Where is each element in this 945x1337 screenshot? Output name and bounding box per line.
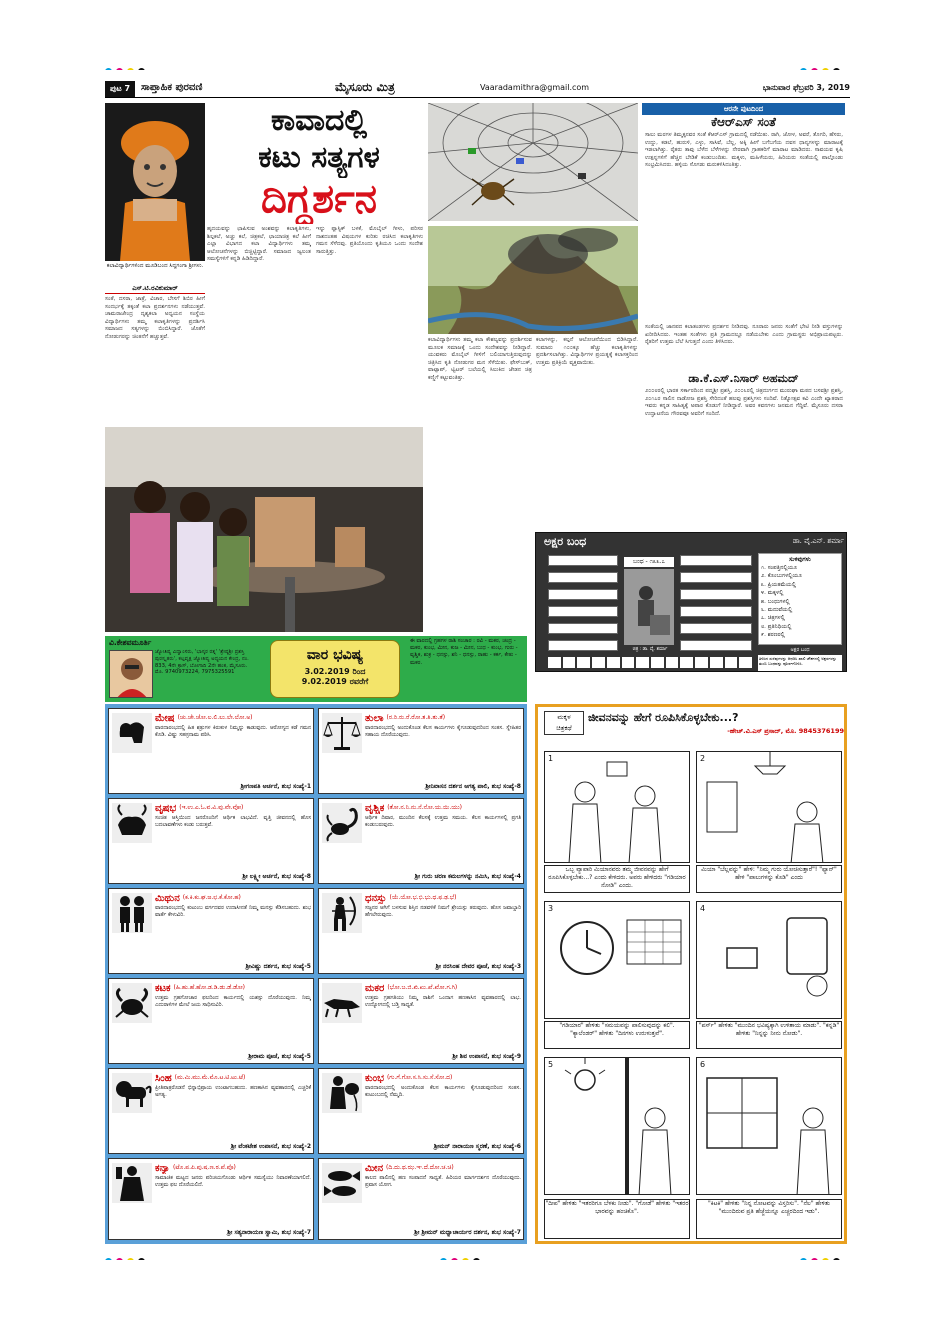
- sign-letters: (ದಿ.ದು.ಥ.ಝ.ಞ.ದೆ.ದೋ.ಚ.ಚಿ): [386, 1164, 454, 1171]
- polluted-nature-artwork: [428, 226, 638, 334]
- sign-name: ಕುಂಭ: [365, 1072, 384, 1084]
- sign-letters: (ಇ.ಉ.ಎ.ಓ.ವ.ವಿ.ವು.ವೇ.ವೋ): [179, 804, 244, 811]
- sign-prediction: ಉತ್ತಮ ಗ್ರಹಗತಿಯು ನಿಮ್ಮ ರಾಶಿಗೆ ಒಂದಾಗ ಹಣಕಾಸಿನ ವ್ಯವಹಾರದಲ್ಲಿ ಲಾಭ. ಉದ್ಯೋಗದಲ್ಲಿ ಬಡ್ತಿ ಸಾಧ್ಯತೆ.: [365, 995, 521, 1009]
- sign-remedy: ಶ್ರೀಗಣಪತಿ ಅರ್ಚನೆ, ಶುಭ ಸಂಖ್ಯೆ-1: [240, 783, 311, 790]
- page-number: ಪುಟ 7: [105, 81, 135, 97]
- email-address: Vaaradamithra@gmail.com: [480, 83, 590, 92]
- clue-item: ೨. ಕೊಂಬುಗಳಲ್ಲಿಯೂ: [761, 573, 802, 580]
- sign-letters: (ಕ.ಕಿ.ಕು.ಘ.ಙ.ಛ.ಕೆ.ಕೋ.ಹ): [182, 894, 241, 901]
- page-header: [105, 80, 850, 98]
- comic-panel-5: 5: [544, 1057, 690, 1195]
- crossword-author: ಡಾ. ವೈ.ಎನ್. ಶರ್ಮಾ: [792, 537, 844, 545]
- rice-portrait-photo: [105, 103, 205, 261]
- portrait-caption: ಕಲಾವಿದ್ಯಾರ್ಥಿಗಳಿಂದ ಮೂಡಿಬಂದ ಸಿದ್ದಗಂಗಾ ಶ್ರೀಗಳು.: [106, 263, 204, 269]
- sign-prediction: ವಾರದಾರಂಭದಲ್ಲಿ ಅಂದುಕೊಂಡ ಕೆಲಸ ಕಾರ್ಯಗಳು ಕೈಗೂಡುವುದರಿಂದ ಸಂತಸ. ಕುಟುಂಬದಲ್ಲಿ ನೆಮ್ಮದಿ.: [365, 1085, 521, 1099]
- sign-prediction: ಸಂಚಿತ ಆಸ್ತಿಯಿಂದ ಜನರೊಂದಿಗೆ ಆರ್ಥಿಕ ಲಾಭವಿದೆ. ವೃತ್ತಿ ಜೀವನದಲ್ಲಿ ಹೊಸ ಬದಲಾವಣೆಗಳು ಕಂಡು ಬರುತ್ತವೆ.: [155, 815, 311, 829]
- comic-panel-2: 2: [696, 751, 842, 863]
- crossword-clue-list: [758, 553, 842, 645]
- date-range-start: 3.02.2019 ರಿಂದ: [304, 667, 366, 676]
- sign-prediction: ವಾರದಾರಂಭದಲ್ಲಿ ಕುಟುಂಬ ವರ್ಗದವರ ಉದಾಸೀನತೆ ನಿಮ್ಮ ಮನಸ್ಸು ಕೆಡಿಸಬಹುದು. ಶುಭ ವಾರ್ತೆ ಕೇಳುವಿರಿ.: [155, 905, 311, 919]
- crossword-row-9[interactable]: [680, 589, 752, 600]
- astrologer-photo: [109, 650, 153, 698]
- sign-letters: (ಟೊ.ಪ.ಪಿ.ಪು.ಷ.ಣ.ಠ.ಪೆ.ಪೊ): [172, 1164, 236, 1171]
- clue-item: ೬. ಮದುವೆಯಲ್ಲಿ: [761, 607, 793, 614]
- sign-card-meena: [318, 1158, 524, 1240]
- comic-caption-2: ಮಿಯಾ "ಬೆಲ್ಲವನ್ನು" ಹೇಳಿ: "ನಿಮ್ಮ ಗುರು ಯೋಚಿಸುತ್ತಾರೆ"! "ಫ್ಯಾನ್" ಹೇಳಿ "ಪಾಲುಗಳನ್ನು ಕೊಡಿ" ಎಂದು: [696, 865, 842, 893]
- sign-remedy: ಶ್ರೀರಾಮ ಪೂಜೆ, ಶುಭ ಸಂಖ್ಯೆ-5: [248, 1053, 311, 1060]
- sign-card-mithuna: [108, 888, 314, 974]
- sign-prediction: ವಾರದಾರಂಭದಲ್ಲಿ ಹಿತ ಶತ್ರುಗಳ ಕಿರುಕುಳ ನಿಮ್ಮನ್ನು ಕಾಡುವುದು. ಆರೋಗ್ಯದ ಕಡೆ ಗಮನ ಕೊಡಿ. ವಿಷ್ಣು ಸಹಸ್ರನಾಮ ಪಠಿಸಿ.: [155, 725, 311, 739]
- sign-card-mesha: [108, 708, 314, 794]
- headline-line-1: ಕಾವಾದಲ್ಲಿ: [271, 103, 367, 138]
- crossword-row-4[interactable]: [548, 606, 618, 617]
- comic-panel-6: 6: [696, 1057, 842, 1195]
- crossword-center-label: ಬಂಧ - ೧೩೩.೭: [624, 557, 674, 567]
- section-name: ಸಾಪ್ತಾಹಿಕ ಪುರವಣಿ: [141, 82, 203, 93]
- nisar-ahmed-body: ೨೦೦೮ರಲ್ಲಿ ಭಾರತ ಸರ್ಕಾರದಿಂದ ಪದ್ಮಶ್ರೀ ಪ್ರಶಸ್ತಿ, ೨೦೦೬ರಲ್ಲಿ ಚಿತ್ರದುರ್ಗದ ಮುರುಘಾ ಮಠದ ಬಸವಶ್ರೀ ಪ್ರಶಸ್ತಿ, ೨೦೧೭ರ ಸಾಲಿನ ನಾಡೋಜ ಪ್ರಶಸ್ತಿ ಸೇರಿದಂತೆ ಹಲವು ಪ್ರಶಸ್ತಿಗಳು ಸಂದಿವೆ. ನಿತ್ಯೋತ್ಸವ ಕವಿ ಎಂದೇ ಖ್ಯಾತರಾದ ಇವರು ಕನ್ನಡ ಸಾಹಿತ್ಯಕ್ಕೆ ಅಪಾರ ಕೊಡುಗೆ ನೀಡಿದ್ದಾರೆ. ಅವರ ಕವನಗಳು ಜನಮನ ಗೆದ್ದಿವೆ. ಮೈಸೂರು ದಸರಾ ಉದ್ಘಾಟನೆಯ ಗೌರವವೂ ಅವರಿಗೆ ಸಂದಿದೆ.: [645, 388, 843, 417]
- sign-letters: (ಗು.ಗೆ.ಗೋ.ಸ.ಸಿ.ಸು.ಸೆ.ಸೋ.ದ): [386, 1074, 453, 1081]
- vaara-title: ವಾರ ಭವಿಷ್ಯ: [306, 647, 364, 663]
- crossword-row-6[interactable]: [548, 640, 618, 651]
- scorpion-icon: [322, 803, 362, 843]
- sign-prediction: ಪ್ರೀತಿಪಾತ್ರರೊಡನೆ ಭಿನ್ನಾಭಿಪ್ರಾಯ ಉಂಟಾಗಬಹುದು. ಹಣಕಾಸಿನ ವ್ಯವಹಾರದಲ್ಲಿ ಎಚ್ಚರಿಕೆ ಅಗತ್ಯ.: [155, 1085, 311, 1099]
- vaara-title-box: [270, 640, 400, 698]
- crossword-row-5[interactable]: [548, 623, 618, 634]
- horoscope-grid: [105, 704, 527, 1244]
- comic-strip: [535, 704, 847, 1244]
- sign-letters: (ಭೋ.ಜ.ಜಿ.ಖಿ.ಖು.ಖೆ.ಖೋ.ಗ.ಗಿ): [387, 984, 458, 991]
- sign-card-kumbha: [318, 1068, 524, 1154]
- scales-icon: [322, 713, 362, 753]
- sign-name: ಮೇಷ: [155, 712, 175, 724]
- crossword-row-1[interactable]: [548, 555, 618, 566]
- clues-title: ಸುಳಿವುಗಳು: [789, 556, 811, 563]
- sign-card-kataka: [108, 978, 314, 1064]
- comic-caption-5: "ದೀಪ" ಹೇಳಿತು "ಇತರರಿಗೂ ಬೆಳಕು ನೀಡು". "ಗೋಡೆ" ಹೇಳಿತು "ಇತರರ ಭಾರವನ್ನು ಹಂಚಿಕೊ".: [544, 1199, 690, 1239]
- astrologer-info: ಜ್ಯೋತಿಷ್ಯ ವಿದ್ವಾಂಸರು, 'ಭಾಸ್ಕರ ರತ್ನ' 'ಶ್ರೇಷ್ಠಶ್ರೀ ಪ್ರಶಸ್ತಿ ಪುರಸ್ಕೃತರು', ಕಲ್ಪವೃಕ್ಷ ಜ್ಯೋತಿಷ್ಯ ಅಧ್ಯಯನ ಕೇಂದ್ರ, ನಂ. 833, 4ನೇ ಕ್ರಾಸ್, ಬೋಗಾದಿ 2ನೇ ಹಂತ, ಮೈಸೂರು. ಮೊ. 9740973224, 7975325591: [155, 649, 249, 676]
- comic-caption-3: "ಗಡಿಯಾರ" ಹೇಳಿತು "ಸಮಯವನ್ನು ಪಾಲಿಸುವುದನ್ನು ಕಲಿ". "ಕ್ಯಾಲೆಂಡರ್" ಹೇಳಿತು "ದಿನಗಳು ಉರುಳುತ್ತವೆ".: [544, 1021, 690, 1049]
- sign-letters: (ಯೆ.ಯೋ.ಭ.ಭಿ.ಭು.ಧ.ಫ.ಢ.ಭೆ): [389, 894, 457, 901]
- planet-transits: ಈ ವಾರದಲ್ಲಿ ಗ್ರಹಗಳ ರಾಶಿ ಸಂಚಾರ : ರವಿ - ಮಕರ, ಚಂದ್ರ - ಮಕರ, ಕುಂಭ, ಮೀನ, ಕುಜ - ಮೀನ, ಬುಧ - ಕುಂಭ, ಗುರು - ವೃಶ್ಚಿಕ, ಶುಕ್ರ - ಧನಸ್ಸು, ಶನಿ - ಧನಸ್ಸು, ರಾಹು - ಕರ್ಕ, ಕೇತು - ಮಕರ.: [410, 638, 518, 666]
- sign-name: ಮೀನ: [365, 1162, 383, 1174]
- sign-name: ಕಟಕ: [155, 982, 171, 994]
- sign-card-kanya: [108, 1158, 314, 1240]
- sign-remedy: ಶ್ರೀ ಗುರು ಚರಣ ಕಮಲಗಳನ್ನು ನಮಿಸಿ, ಶುಭ ಸಂಖ್ಯೆ-4: [414, 873, 521, 880]
- sign-prediction: ಉತ್ತಮ ಗ್ರಹಗೋಚಾರ ಫಲದಿಂದ ಕಾರ್ಯದಲ್ಲಿ ಯಶಸ್ಸು ದೊರೆಯುವುದು. ನಿಮ್ಮ ಎದುರಾಳಿಗಳ ಮೇಲೆ ಜಯ ಸಾಧಿಸುವಿರಿ.: [155, 995, 311, 1009]
- sign-letters: (ಚು.ಚೇ.ಚೋ.ಲ.ಲಿ.ಲು.ಲೇ.ಲೋ.ಅ): [177, 714, 253, 721]
- comic-panel-3: 3: [544, 901, 690, 1019]
- exhibition-photo: [105, 427, 423, 632]
- crocodile-icon: [322, 983, 362, 1023]
- comic-caption-6: "ಕಿಟಕಿ" ಹೇಳಿತು "ನಿನ್ನ ನೋಟವನ್ನು ವಿಸ್ತರಿಸು". "ನೆಲ" ಹೇಳಿತು "ಮುಂದಿರುವ ಪ್ರತಿ ಹೆಜ್ಜೆಯನ್ನೂ ಎಚ್ಚರದಿಂದ ಇಡು".: [696, 1199, 842, 1239]
- twins-icon: [112, 893, 152, 933]
- sign-name: ಧನಸ್ಸು: [365, 892, 387, 904]
- crossword-row-2[interactable]: [548, 572, 618, 583]
- crossword-photo: [624, 569, 674, 645]
- byline: ಎಸ್.ಟಿ.ರವಿಕುಮಾರ್: [105, 284, 205, 294]
- sign-remedy: ಶ್ರೀ ಶಿವ ಉಪಾಸನೆ, ಶುಭ ಸಂಖ್ಯೆ-9: [452, 1053, 521, 1060]
- feature-body-col3: ಇನ್ನು ಪ್ಲಾಸ್ಟಿಕ್ ಬಳಕೆ, ಮೊಬೈಲ್ ಗೀಳು, ಪರಿಸರ ನಾಶದಂತಹ ವಿಷಯಗಳ ಕುರಿತು ರಚಿಸಿದ ಕಲಾಕೃತಿಗಳು ಗಮನ ಸೆಳೆದವು. ಪ್ರತಿಯೊಂದು ಕೃತಿಯೂ ಒಂದು ಸಂದೇಶ ಸಾರುತ್ತಿತ್ತು.: [316, 226, 423, 255]
- archer-icon: [322, 893, 362, 933]
- fish-icon: [322, 1163, 362, 1203]
- sign-card-tula: [318, 708, 524, 794]
- feature-body-col2: ಹೃದಯವನ್ನು ಛಾಪಿಸುವ ಅಂಶವನ್ನು ಕಲಾಕೃತಿಗಳು, ಶಿಲ್ಪಕಲೆ, ಅಚ್ಚು ಕಲೆ, ಚಿತ್ರಕಲೆ, ಛಾಯಾಚಿತ್ರ ಕಲೆ ಹೀಗೆ ಎಲ್ಲಾ ವಿಭಾಗದ ಕಲಾ ವಿದ್ಯಾರ್ಥಿಗಳು ತಮ್ಮ ಆಲೋಚನೆಗಳನ್ನು ಬಿಚ್ಚಿಟ್ಟಿದ್ದಾರೆ. ಸಮಾಜದ ಜ್ವಲಂತ ಸಮಸ್ಯೆಗಳಿಗೆ ಕನ್ನಡಿ ಹಿಡಿದಿದ್ದಾರೆ.: [207, 226, 311, 263]
- sign-prediction: ಕಾಲದ ಪಾಲಿನಲ್ಲಿ ಹಣ ಸಂಪಾದನೆ ಸಾಧ್ಯತೆ. ಹಿರಿಯರ ಮಾರ್ಗದರ್ಶನ ದೊರೆಯುವುದು. ಪ್ರವಾಸ ಯೋಗ.: [365, 1175, 521, 1189]
- water-bearer-icon: [322, 1073, 362, 1113]
- sign-card-dhanassu: [318, 888, 524, 974]
- sign-prediction: ಆರ್ಥಿಕ ದಿವಾರ, ಮುಂದಿನ ಕೆಲಸಕ್ಕೆ ಉತ್ತಮ ಸಮಯ. ಕೆಲಸ ಕಾರ್ಯಗಳಲ್ಲಿ ಪ್ರಗತಿ ಕಂಡುಬರುವುದು.: [365, 815, 521, 829]
- horoscope-header: [105, 636, 527, 702]
- sign-remedy: ಶ್ರೀ ವೆಂಕಟೇಶ ಉಪಾಸನೆ, ಶುಭ ಸಂಖ್ಯೆ-2: [230, 1143, 311, 1150]
- sign-letters: (ರ.ರಿ.ರು.ರೆ.ರೋ.ತ.ತಿ.ತು.ತೆ): [386, 714, 446, 721]
- registration-dots-top-left: [105, 60, 165, 70]
- crossword-row-8[interactable]: [680, 572, 752, 583]
- crossword-photo-caption: ಚಿತ್ರ : ಡಾ. ವೈ. ಶರ್ಮಾ: [632, 647, 668, 652]
- continued-kicker: ಆರನೇ ಪುಟದಿಂದ: [642, 103, 845, 115]
- comic-title: ಜೀವನವನ್ನು ಹೇಗೆ ರೂಪಿಸಿಕೊಳ್ಳಬೇಕು...?: [588, 711, 739, 724]
- sign-letters: (ಮ.ಮಿ.ಮು.ಮೆ.ಮೊ.ಟ.ಟಿ.ಟು.ಟೆ): [174, 1074, 246, 1081]
- clue-item: ೧. ಸಂಪತ್ತಿನಲ್ಲಿಯೂ: [761, 565, 798, 571]
- registration-dots-bottom-left: [105, 1250, 165, 1260]
- crossword-row-7[interactable]: [680, 555, 752, 566]
- feature-body-col1: ಸಂತೆ, ದಸರಾ, ಜಾತ್ರೆ, ವಿಚಾರ, ಬೇಸಗೆ ಶಿಬಿರ ಹೀಗೆ ಸಂದರ್ಭಕ್ಕೆ ತಕ್ಕಂತೆ ಕಲಾ ಪ್ರದರ್ಶನಗಳು ನಡೆಯುತ್ತವೆ. ಚಾಮರಾಜೇಂದ್ರ ದೃಶ್ಯಕಲಾ ಅಧ್ಯಯನ ಸಂಸ್ಥೆಯ ವಿದ್ಯಾರ್ಥಿಗಳು ತಮ್ಮ ಕಲಾಕೃತಿಗಳನ್ನು ಪ್ರದರ್ಶಿಸಿ ಸಮಾಜದ ಸತ್ಯಗಳನ್ನು ಬಿಂಬಿಸಿದ್ದಾರೆ. ಜೊತೆಗೆ ನೋಡುಗರನ್ನು ಚಿಂತನೆಗೆ ಹಚ್ಚುತ್ತವೆ.: [105, 296, 205, 340]
- bull-icon: [112, 803, 152, 843]
- comic-kicker-2: ಚಿತ್ರಕಥೆ: [556, 724, 572, 732]
- sign-name: ಸಿಂಹ: [155, 1072, 172, 1084]
- sign-remedy: ಶ್ರೀವಿಷ್ಣು ದರ್ಶನ, ಶುಭ ಸಂಖ್ಯೆ-5: [245, 963, 311, 970]
- registration-dots-top-right: [800, 60, 860, 70]
- nisar-ahmed-title: ಡಾ.ಕೆ.ಎಸ್.ನಿಸಾರ್ ಅಹಮದ್: [688, 372, 799, 385]
- sign-letters: (ತೋ.ನ.ನಿ.ನು.ನೆ.ನೋ.ಯ.ಯಿ.ಯು): [387, 804, 462, 811]
- sign-name: ಮಕರ: [365, 982, 385, 994]
- lion-icon: [112, 1073, 152, 1113]
- sign-name: ವೃಷಭ: [155, 802, 177, 814]
- crossword-note: ತಿಳಿಸಿದ ಸುಳಿವುಗಳನ್ನು ಆಧರಿಸಿ ಖಾಲಿ ಚೌಕಗಳಲ್ಲಿ ಅಕ್ಷರಗಳನ್ನು ತುಂಬಿ ಬಂಧವನ್ನು ಪೂರ್ಣಗೊಳಿಸಿ.: [758, 655, 842, 671]
- sign-letters: (ಹಿ.ಹು.ಹೆ.ಹೋ.ಡ.ಡಿ.ಡು.ಡೆ.ಡೋ): [173, 984, 246, 991]
- sign-remedy: ಶ್ರೀಮನ್ ನಾರಾಯಣ ಸ್ಮರಣೆ, ಶುಭ ಸಂಖ್ಯೆ-6: [433, 1143, 521, 1150]
- crossword-row-12[interactable]: [680, 640, 752, 651]
- registration-dots-bottom-center: [440, 1250, 500, 1260]
- feature-body-col4: ಕಲಾವಿದ್ಯಾರ್ಥಿಗಳು ತಮ್ಮ ಕಲಾ ಕೌಶಲ್ಯವನ್ನು ಪ್ರದರ್ಶಿಸುವ ಮೂಲಕ ಸಮಾಜಕ್ಕೆ ಒಂದು ಸಂದೇಶವನ್ನು ನೀಡಿದ್ದಾರೆ. ಯುವಕರು ಮೊಬೈಲ್ ಗೀಳಿಗೆ ಬಲಿಯಾಗುತ್ತಿರುವುದನ್ನು ಚಿತ್ರಿಸಿದ ಕೃತಿ ನೋಡುಗರ ಮನ ಸೆಳೆಯಿತು. ಫೇಸ್‌ಬುಕ್, ವಾಟ್ಸಾಪ್, ಟ್ವಿಟರ್ ಬಲೆಯಲ್ಲಿ ಸಿಲುಕಿದ ಜೇಡನ ಚಿತ್ರ ಕಣ್ಣಿಗೆ ಕಟ್ಟುವಂತಿತ್ತು.: [428, 337, 532, 381]
- headline-line-3: ದಿಗ್ದರ್ಶನ: [261, 176, 377, 222]
- comic-panel-4: 4: [696, 901, 842, 1019]
- sign-remedy: ಶ್ರೀನಿವಾಸನ ದರ್ಶನ ಅಗತ್ಯ ಪಾಲಿ, ಶುಭ ಸಂಖ್ಯೆ-8: [425, 783, 521, 790]
- sign-remedy: ಶ್ರೀ ನರಸಿಂಹ ದೇವರ ಪೂಜೆ, ಶುಭ ಸಂಖ್ಯೆ-3: [435, 963, 521, 970]
- sign-name: ವೃಶ್ಚಿಕ: [365, 802, 385, 814]
- krs-santhe-body-2: ಸಂತೆಯಲ್ಲಿ ಜಾನಪದ ಕಲಾತಂಡಗಳು ಪ್ರದರ್ಶನ ನೀಡಿದವು. ನೂರಾರು ಜನರು ಸಂತೆಗೆ ಭೇಟಿ ನೀಡಿ ವಸ್ತುಗಳನ್ನು ಖರೀದಿಸಿದರು. ಇಂತಹ ಸಂತೆಗಳು ಪ್ರತಿ ಗ್ರಾಮದಲ್ಲೂ ನಡೆಯಬೇಕು ಎಂದು ಗ್ರಾಮಸ್ಥರು ಅಭಿಪ್ರಾಯಪಟ್ಟರು. ರೈತರಿಗೆ ಉತ್ತಮ ಬೆಲೆ ಸಿಗುತ್ತದೆ ಎಂದು ತಿಳಿಸಿದರು.: [645, 324, 843, 346]
- krs-santhe-title: ಕೆಆರ್‌ಎಸ್ ಸಂತೆ: [711, 115, 776, 129]
- date-range-end: 9.02.2019 ರವರೆಗೆ: [301, 677, 369, 686]
- registration-dots-bottom-right: [800, 1250, 860, 1260]
- comic-panel-1: 1: [544, 751, 690, 863]
- crossword-row-10[interactable]: [680, 606, 752, 617]
- clue-item: ೫. ಬಂಧುಗಳಲ್ಲಿ: [761, 598, 790, 605]
- comic-kicker: [544, 711, 584, 735]
- clue-item: ೩. ಪ್ರಿಯತಮೆಯಲ್ಲಿ: [761, 581, 797, 588]
- comic-author: -ಹೇಚ್.ವಿ.ಎಸ್ ಪ್ರಸಾದ್, ಮೊ. 9845376199: [727, 727, 844, 735]
- crossword-answer-grid[interactable]: [548, 657, 752, 668]
- clue-item: ೯. ಶರಣರಲ್ಲಿ: [761, 632, 785, 639]
- answer-label: ಅಕ್ಷರ ಬಂಧ: [790, 647, 810, 653]
- comic-caption-4: "ಪರ್ಸ್" ಹೇಳಿತು "ಮುಂದಿನ ಭವಿಷ್ಯಕ್ಕಾಗಿ ಉಳಿತಾಯ ಮಾಡು". "ಕನ್ನಡಿ" ಹೇಳಿತು "ನಿನ್ನನ್ನು ನೀನು ನೋಡು".: [696, 1021, 842, 1049]
- paper-name: ಮೈಸೂರು ಮಿತ್ರ: [335, 80, 395, 94]
- crossword-box: [535, 532, 847, 672]
- krs-santhe-body: ಸಾಲು ಮರಗಳ ತಿಮ್ಮಕ್ಕನವರ ಸಂತೆ ಕೆಆರ್‌ಎಸ್ ಗ್ರಾಮದಲ್ಲಿ ನಡೆಯಿತು. ರಾಗಿ, ಜೋಳ, ಅವರೆ, ತೊಗರಿ, ಹೆಸರು, ಉದ್ದು, ಕಡಲೆ, ಹುರುಳಿ, ಎಳ್ಳು, ಸಾಸಿವೆ, ಬೆಲ್ಲ, ಅಕ್ಕಿ ಹೀಗೆ ಬಗೆಬಗೆಯ ದವಸ ಧಾನ್ಯಗಳನ್ನು ಮಾರಾಟಕ್ಕೆ ಇಡಲಾಗಿತ್ತು. ರೈತರು ತಾವು ಬೆಳೆದ ಬೆಳೆಗಳನ್ನು ನೇರವಾಗಿ ಗ್ರಾಹಕರಿಗೆ ಮಾರಾಟ ಮಾಡಿದರು. ಸಾವಯವ ಕೃಷಿ ಉತ್ಪನ್ನಗಳಿಗೆ ಹೆಚ್ಚಿನ ಬೇಡಿಕೆ ಕಂಡುಬಂದಿತು. ಮಕ್ಕಳು, ಮಹಿಳೆಯರು, ಹಿರಿಯರು ಸಂತೆಯಲ್ಲಿ ಪಾಲ್ಗೊಂಡು ಸಂಭ್ರಮಿಸಿದರು. ಹಳ್ಳಿಯ ಸೊಗಡು ಮರುಕಳಿಸಿದಂತಿತ್ತು.: [645, 132, 843, 169]
- feature-body-col5: ಕಲಾಗಳನ್ನು, ಕಲ್ಪನೆ ಆಲೋಚನೆಯಿಂದ ಬಿಡಿಸಿದ್ದಾರೆ. ಸುಮಾರು ೧೦೦ಕ್ಕೂ ಹೆಚ್ಚು ಕಲಾಕೃತಿಗಳನ್ನು ಪ್ರದರ್ಶಿಸಲಾಗಿತ್ತು. ವಿದ್ಯಾರ್ಥಿಗಳ ಪ್ರಯತ್ನಕ್ಕೆ ಕಲಾಸಕ್ತರಿಂದ ಉತ್ತಮ ಪ್ರತಿಕ್ರಿಯೆ ವ್ಯಕ್ತವಾಯಿತು.: [536, 337, 638, 366]
- sign-card-vrishchika: [318, 798, 524, 884]
- clue-item: ೮. ಪ್ರತಿನಿಧಿಯಲ್ಲಿ: [761, 623, 792, 630]
- sign-remedy: ಶ್ರೀ ಶ್ರೀಮನ್ ಮಧ್ವಾಚಾರ್ಯರ ದರ್ಶನ, ಶುಭ ಸಂಖ್ಯೆ-7: [414, 1229, 521, 1236]
- sign-prediction: ಸಜ್ಜನರ ಆಗಿಗೆ ಬಳಸುವ ಶಿಸ್ತಿನ ನಡವಳಿಕೆ ನಿಮಗೆ ಶ್ರೇಯಸ್ಸು ತರುವುದು. ಹೊಸ ಜವಾಬ್ದಾರಿ ಹೆಗಲೇರುವುದು.: [365, 905, 521, 919]
- sign-card-simha: [108, 1068, 314, 1154]
- clue-item: ೪. ಮಕ್ಕಳಲ್ಲಿ: [761, 590, 784, 597]
- sign-name: ಮಿಥುನ: [155, 892, 180, 904]
- maiden-icon: [112, 1163, 152, 1203]
- ram-icon: [112, 713, 152, 753]
- sign-remedy: ಶ್ರೀ ಸತ್ಯನಾರಾಯಣ ಸ್ವಾಮಿ, ಶುಭ ಸಂಖ್ಯೆ-7: [227, 1229, 311, 1236]
- sign-prediction: ಸಾಮಾಜಿಕ ಮಟ್ಟದ ಜನರು ಪರಿಚಯಗೊಂಡು ಆರ್ಥಿಕ ಸಮಸ್ಯೆಯು ನಿವಾರಣೆಯಾಗಲಿದೆ. ಉತ್ತಮ ಫಲ ದೊರೆಯಲಿದೆ.: [155, 1175, 311, 1189]
- crossword-row-11[interactable]: [680, 623, 752, 634]
- sign-prediction: ವಾರದಾರಂಭದಲ್ಲಿ ಅಂದುಕೊಂಡ ಕೆಲಸ ಕಾರ್ಯಗಳು ಕೈಗೂಡುವುದರಿಂದ ಸಂತಸ. ಸ್ನೇಹಿತರ ಸಹಾಯ ದೊರೆಯುವುದು.: [365, 725, 521, 739]
- sign-name: ತುಲಾ: [365, 712, 384, 724]
- clue-item: ೭. ಚಿತ್ರಗಳಲ್ಲಿ: [761, 615, 785, 622]
- spider-web-artwork: [428, 103, 638, 221]
- comic-caption-1: ಒಬ್ಬ ವ್ಯಾಪಾರಿ ಮಿಯಾನವರು ತಮ್ಮ ಜೀವನವನ್ನು ಹೇಗೆ ರೂಪಿಸಿಕೊಳ್ಳಬೇಕು...? ಎಂದು ಕೇಳಿದರು. ಅವರು ಹೇಳಿದರು "ಗಡಿಯಾರ ನೋಡಿ" ಎಂದು.: [544, 865, 690, 893]
- sign-remedy: ಶ್ರೀ ಲಕ್ಷ್ಮೀ ಅರ್ಚನೆ, ಶುಭ ಸಂಖ್ಯೆ-8: [242, 873, 311, 880]
- crossword-title: ಅಕ್ಷರ ಬಂಧ: [544, 535, 587, 548]
- comic-kicker-1: ಮಕ್ಕಳ: [557, 713, 571, 721]
- headline-line-2: ಕಟು ಸತ್ಯಗಳ: [258, 140, 380, 175]
- crossword-row-3[interactable]: [548, 589, 618, 600]
- sign-name: ಕನ್ಯಾ: [155, 1162, 170, 1174]
- sign-card-vrishabha: [108, 798, 314, 884]
- crab-icon: [112, 983, 152, 1023]
- sign-card-makara: [318, 978, 524, 1064]
- astrologer-name: ವಿ.ಕೇಶವಮೂರ್ತಿ: [109, 638, 152, 647]
- issue-date: ಭಾನುವಾರ ಫೆಬ್ರವರಿ 3, 2019: [762, 83, 850, 92]
